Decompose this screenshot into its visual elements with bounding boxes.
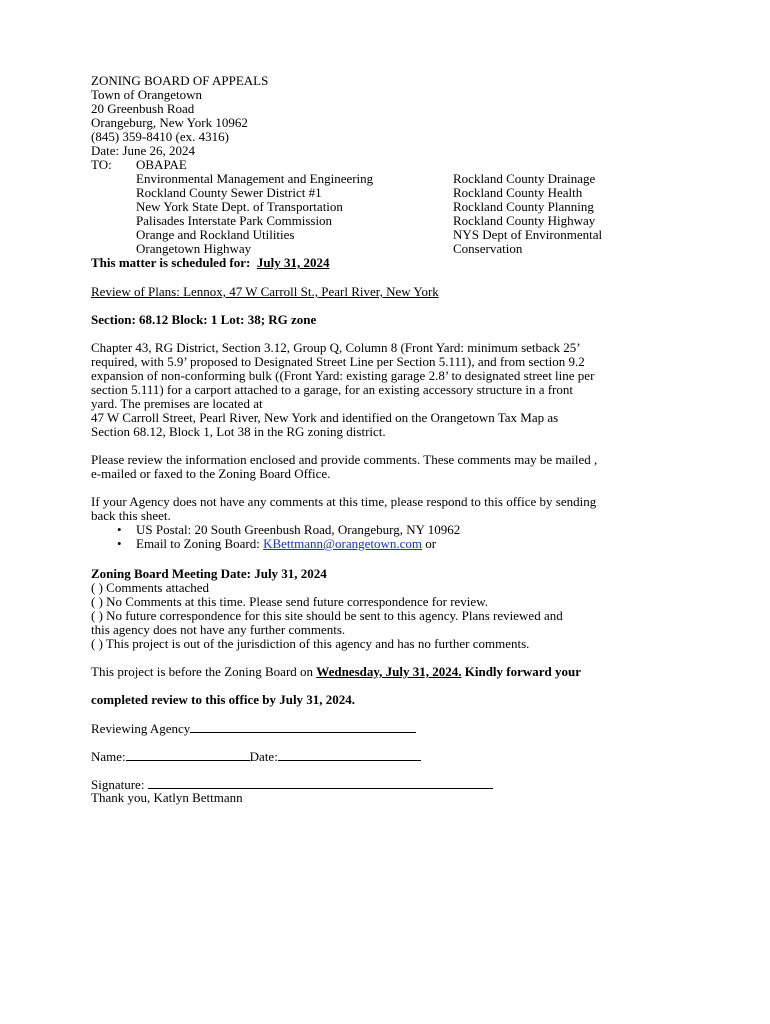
paragraph-line: Please review the information enclosed and provide comments. These comments may be mailed , (91, 452, 598, 467)
bullet-postal: • US Postal: 20 South Greenbush Road, Orangeburg, NY 10962 (91, 523, 691, 537)
recipients-right-column (453, 172, 602, 256)
forward-suffix: Kindly forward your (461, 664, 582, 679)
email-link[interactable]: KBettmann@orangetown.com (263, 536, 423, 551)
paragraph-line: back this sheet. (91, 508, 171, 523)
review-title-text: Review of Plans: Lennox, 47 W Carroll St., Pearl River, New York (91, 284, 439, 299)
paragraph-line: required, with 5.9’ proposed to Designated Street Line per Section 5.111), and from section 9.2 (91, 354, 585, 369)
paragraph-line: Chapter 43, RG District, Section 3.12, Group Q, Column 8 (Front Yard: minimum setback 25’ (91, 340, 581, 355)
recipients-left-column (136, 172, 373, 256)
street-address: 20 Greenbush Road (91, 101, 195, 116)
paragraph-line: expansion of non-conforming bulk ((Front Yard: existing garage 2.8’ to designated street line per (91, 368, 595, 383)
option-line: this agency does not have any further comments. (91, 622, 346, 637)
email-prefix: Email to Zoning Board: (136, 536, 264, 551)
to-label: TO: (91, 157, 112, 172)
scheduled-label: This matter is scheduled for: (91, 255, 251, 270)
city-address: Orangeburg, New York 10962 (91, 115, 248, 130)
recipient-item: Conservation (453, 241, 523, 256)
option-line: ( ) No future correspondence for this site should be sent to this agency. Plans reviewed and (91, 608, 563, 623)
recipient-item: Rockland County Sewer District #1 (136, 185, 322, 200)
name-field[interactable] (126, 749, 250, 761)
name-date-row (91, 749, 691, 764)
recipient-item: NYS Dept of Environmental (453, 227, 603, 242)
recipient-item: Environmental Management and Engineering (136, 171, 374, 186)
no-comment-instructions (91, 495, 691, 551)
recipient-item: Rockland County Drainage (453, 171, 596, 186)
paragraph-line: If your Agency does not have any comments at this time, please respond to this office by sending (91, 494, 597, 509)
closing-text: Thank you, Katlyn Bettmann (91, 790, 243, 805)
email-suffix: or (422, 536, 437, 551)
scheduled-line (91, 256, 691, 270)
meeting-section (91, 567, 691, 651)
review-request (91, 453, 691, 481)
recipient-item: Orange and Rockland Utilities (136, 227, 295, 242)
signature-label: Signature: (91, 777, 148, 792)
paragraph-line: 47 W Carroll Street, Pearl River, New York and identified on the Orangetown Tax Map as (91, 410, 559, 425)
option-line: ( ) Comments attached (91, 580, 210, 595)
forward-line2: completed review to this office by July 31, 2024. (91, 692, 356, 707)
recipient-columns (91, 172, 691, 256)
paragraph-line: section 5.111) for a carport attached to a garage, for an existing accessory structure in a front (91, 382, 574, 397)
forward-prefix: This project is before the Zoning Board on (91, 664, 317, 679)
option-line: ( ) This project is out of the jurisdiction of this agency and has no further comments. (91, 636, 530, 651)
org-name: ZONING BOARD OF APPEALS (91, 73, 269, 88)
forward-request (91, 665, 691, 679)
recipient-item: Rockland County Planning (453, 199, 594, 214)
option-line: ( ) No Comments at this time. Please send future correspondence for review. (91, 594, 488, 609)
town-name: Town of Orangetown (91, 87, 203, 102)
reviewing-agency-label: Reviewing Agency (91, 721, 191, 736)
reviewing-agency-field[interactable] (190, 721, 416, 733)
date-label: Date: (249, 749, 278, 764)
name-label: Name: (91, 749, 126, 764)
letter-date: Date: June 26, 2024 (91, 143, 195, 158)
letterhead (91, 74, 691, 158)
application-description (91, 341, 691, 439)
scheduled-date: July 31, 2024 (256, 255, 330, 270)
paragraph-line: e-mailed or faxed to the Zoning Board Office. (91, 466, 331, 481)
section-block-lot (91, 313, 691, 327)
phone-number: (845) 359-8410 (ex. 4316) (91, 129, 229, 144)
to-row (91, 158, 691, 172)
review-title (91, 285, 691, 299)
recipients (91, 158, 691, 256)
meeting-heading: Zoning Board Meeting Date: July 31, 2024 (91, 566, 327, 581)
date-field[interactable] (278, 749, 421, 761)
recipient-first: OBAPAE (136, 157, 187, 172)
paragraph-line: yard. The premises are located at (91, 396, 263, 411)
recipient-item: Orangetown Highway (136, 241, 252, 256)
paragraph-line: Section 68.12, Block 1, Lot 38 in the RG zoning district. (91, 424, 386, 439)
closing (91, 791, 691, 805)
forward-date: Wednesday, July 31, 2024. (316, 664, 462, 679)
signature-field[interactable] (148, 777, 493, 789)
recipient-item: Palisades Interstate Park Commission (136, 213, 333, 228)
recipient-item: Rockland County Health (453, 185, 583, 200)
forward-request-line2 (91, 693, 691, 707)
recipient-item: New York State Dept. of Transportation (136, 199, 343, 214)
reviewing-agency-row (91, 721, 691, 736)
bullet-email (91, 537, 691, 551)
section-line-text: Section: 68.12 Block: 1 Lot: 38; RG zone (91, 312, 317, 327)
recipient-item: Rockland County Highway (453, 213, 596, 228)
